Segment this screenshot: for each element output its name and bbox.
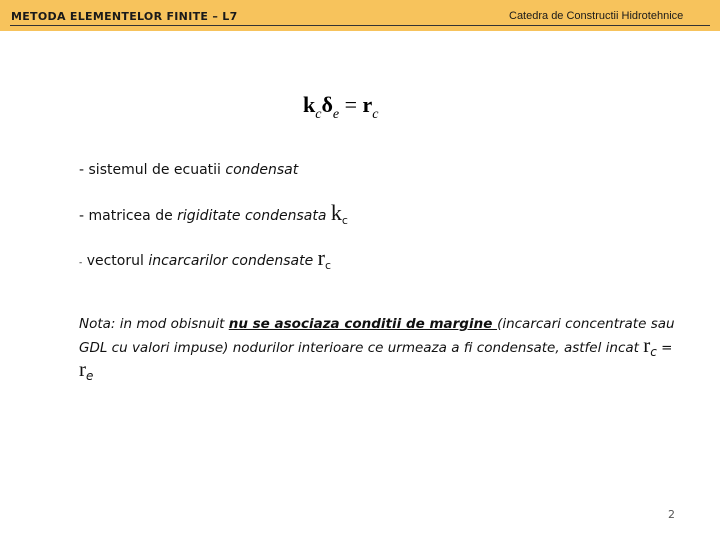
course-title: METODA ELEMENTELOR FINITE – L7 [11,10,238,23]
note-label: Nota: [79,316,116,332]
header-bar [0,0,720,31]
bullet-symbol: k [330,200,342,225]
formula-delta-subscript: e [332,107,340,122]
formula-r: r [362,92,373,117]
note-text-1: in mod obisnuit [115,316,229,332]
note-equals: = [656,340,673,356]
page-number: 2 [668,508,675,521]
bullet-text: matricea de [84,208,178,224]
bullet-symbol-subscript: c [341,214,348,227]
condensed-equation [303,92,379,122]
bullet-symbol-subscript: c [324,259,332,272]
note-symbol-re: r [79,357,86,381]
note-symbol-rc-subscript: c [650,345,657,359]
note-paragraph [79,314,689,383]
bullet-text-italic: incarcarilor condensate [148,253,314,269]
bullet-stiffness-matrix [79,200,348,226]
bullet-load-vector [79,245,331,271]
bullet-dash: - [79,162,85,178]
formula-k: k [303,92,316,117]
formula-equals: = [339,92,363,117]
bullet-condensed-system [79,162,298,178]
formula-r-subscript: c [372,107,379,122]
formula-delta: δ [321,92,333,117]
bullet-dash: - [79,258,83,268]
bullet-text-italic: rigiditate condensata [177,208,327,224]
note-symbol-rc: r [643,333,651,357]
note-underlined-text: nu se asociaza conditii de margine [228,316,498,332]
note-symbol-re-subscript: e [86,369,94,383]
note-text-2: (incarcari concentrate sau GDL cu valori impuse) nodurilor interioare ce urmeaza a fi condensate, astfel incat [79,316,675,356]
header-divider [10,25,710,26]
bullet-dash: - [79,208,85,224]
formula-k-subscript: c [315,107,322,122]
bullet-text: vectorul [82,253,149,269]
bullet-text: sistemul de ecuatii [84,162,226,178]
bullet-symbol: r [317,245,325,270]
department-name: Catedra de Constructii Hidrotehnice [509,10,684,22]
bullet-text-italic: condensat [225,162,299,178]
